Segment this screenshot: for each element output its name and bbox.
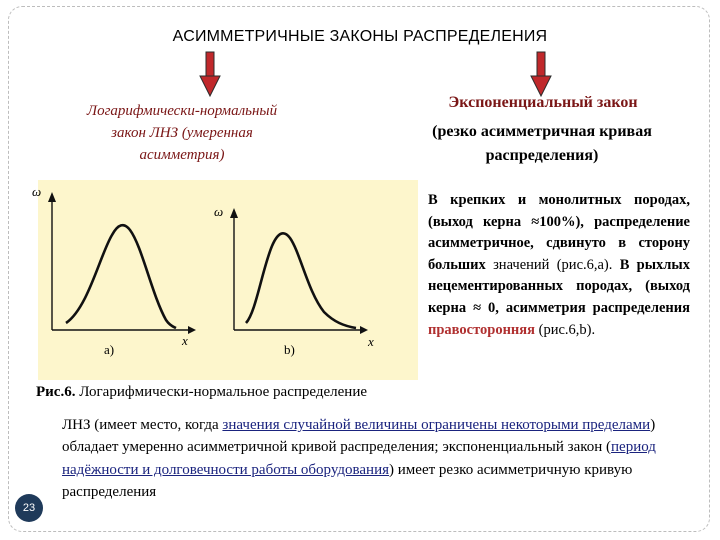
down-arrow-right-icon — [529, 52, 553, 98]
description-part1-bold: В крепких и монолитных породах, (выход керна ≈100%), распределение асимметричное, сдвинуто в сторону больших — [428, 192, 690, 273]
down-arrow-left-icon — [198, 52, 222, 98]
right-x-axis-label: x — [368, 334, 374, 349]
bottom-paragraph — [62, 414, 686, 504]
right-y-axis-label: ω — [214, 204, 224, 219]
description-part2-bold: В рыхлых нецементированных породах, (выход керна ≈ 0, асимметрия распределения — [428, 256, 690, 316]
description-part1-normal: значений (рис.6,а). — [493, 256, 613, 273]
bottom-text-2: ) обладает умеренно асимметричной кривой распределения; экспоненциальный закон ( — [62, 417, 656, 456]
left-y-axis-label: ω — [32, 184, 42, 199]
bottom-link-1[interactable]: значения случайной величины ограничены некоторыми пределами — [222, 417, 651, 433]
bottom-text-1: ЛНЗ (имеет место, когда — [62, 417, 223, 433]
left-heading-line3: асимметрия) — [139, 147, 225, 163]
bottom-link-2[interactable]: период надёжности и долговечности работы оборудования — [62, 439, 656, 478]
left-heading-line2: закон ЛНЗ (умеренная — [111, 125, 253, 141]
description-part2-end: (рис.6,b). — [538, 321, 596, 338]
left-heading-line1: Логарифмически-нормальный — [86, 103, 278, 119]
page-number-badge: 23 — [15, 494, 43, 522]
right-heading-subtitle — [392, 120, 692, 168]
distribution-figure — [32, 180, 418, 380]
right-plot-label: b) — [284, 342, 295, 357]
bottom-text-3: ) имеет резко асимметричную кривую распределения — [62, 461, 633, 501]
left-plot-label: а) — [104, 342, 115, 357]
left-x-axis-label: x — [182, 333, 188, 348]
right-heading-line3: распределения) — [485, 147, 599, 164]
description-part2-red: правосторонняя — [428, 321, 535, 338]
caption-text: Логарифмически-нормальное распределение — [75, 384, 368, 400]
figure-background — [38, 180, 418, 380]
left-heading — [42, 100, 322, 166]
slide-title: АСИММЕТРИЧНЫЕ ЗАКОНЫ РАСПРЕДЕЛЕНИЯ — [172, 28, 548, 45]
caption-number: Рис.6. — [36, 384, 76, 400]
figure-caption — [36, 384, 367, 401]
right-heading-title: Экспоненциальный закон — [448, 94, 638, 111]
right-description — [428, 190, 690, 341]
right-heading-line2: (резко асимметричная кривая — [432, 123, 652, 140]
